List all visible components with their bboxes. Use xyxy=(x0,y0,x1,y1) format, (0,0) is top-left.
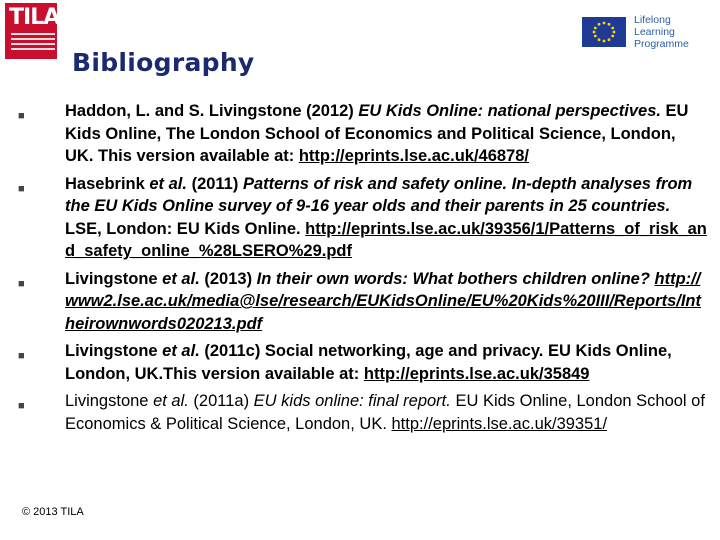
reference-link[interactable]: http://www2.lse.ac.uk/media@lse/research/EUKidsOnline/EU%20Kids%20III/Reports/Intheirownwords020213.pdf xyxy=(65,269,701,333)
reference-link[interactable]: http://eprints.lse.ac.uk/39351/ xyxy=(391,414,608,433)
reference-item-hasebrink-2011 xyxy=(18,173,708,263)
page-title: Bibliography xyxy=(72,48,255,77)
bullet-icon: ■ xyxy=(18,277,25,290)
reference-authors: Livingstone xyxy=(65,392,154,410)
reference-authors: Livingstone xyxy=(65,269,163,288)
eu-logo-text: Lifelong Learning Programme xyxy=(634,14,689,50)
reference-item-haddon-2012 xyxy=(18,100,708,168)
bullet-icon: ■ xyxy=(18,182,25,195)
reference-details: (2011c) Social networking, age and privacy. EU Kids Online, London, UK.This version available at: xyxy=(65,342,672,383)
reference-item-livingstone-2011c xyxy=(18,340,708,385)
bullet-icon: ■ xyxy=(18,400,25,412)
eu-lifelong-learning-logo xyxy=(582,14,714,54)
reference-title: EU kids online: final report. xyxy=(253,392,451,410)
reference-etal: et al. xyxy=(162,342,200,360)
tila-logo xyxy=(5,3,60,59)
reference-etal: et al. xyxy=(162,269,200,288)
reference-link[interactable]: http://eprints.lse.ac.uk/39356/1/Patterns_of_risk_and_safety_online_%28LSERO%29.pdf xyxy=(65,219,707,260)
copyright-footer: © 2013 TILA xyxy=(22,506,84,518)
reference-title: In their own words: What bothers children online? xyxy=(256,269,650,288)
reference-item-livingstone-2011a xyxy=(18,390,708,435)
tila-logo-text: TILA xyxy=(9,5,60,30)
reference-etal: et al. xyxy=(149,174,187,193)
bibliography-list xyxy=(18,100,708,440)
reference-year: (2011a) xyxy=(188,392,254,410)
reference-authors: Hasebrink xyxy=(65,174,150,193)
reference-title: Patterns of risk and safety online. In-depth analyses from the EU Kids Online survey of 9-16 year olds and their parents in 25 countries. xyxy=(65,174,693,215)
reference-link[interactable]: http://eprints.lse.ac.uk/46878/ xyxy=(298,147,529,165)
reference-publisher: EU Kids Online, The London School of Economics and Political Science, London, UK. This version available at: xyxy=(65,102,689,165)
reference-link[interactable]: http://eprints.lse.ac.uk/35849 xyxy=(363,364,590,383)
eu-flag-icon xyxy=(582,17,626,47)
reference-authors: Haddon, L. and S. Livingstone (2012) xyxy=(65,102,359,120)
tila-logo-tagline xyxy=(11,33,55,50)
reference-year: (2013) xyxy=(199,269,257,288)
reference-etal: et al. xyxy=(153,392,189,410)
reference-authors: Livingstone xyxy=(65,342,163,360)
reference-publisher: LSE, London: EU Kids Online. xyxy=(65,219,306,238)
reference-year: (2011) xyxy=(186,174,243,193)
reference-title: EU Kids Online: national perspectives. xyxy=(358,102,661,120)
reference-publisher: EU Kids Online, London School of Economics & Political Science, London, UK. xyxy=(65,392,705,433)
bullet-icon: ■ xyxy=(18,350,25,362)
reference-item-livingstone-2013 xyxy=(18,268,708,336)
bullet-icon: ■ xyxy=(18,110,25,122)
